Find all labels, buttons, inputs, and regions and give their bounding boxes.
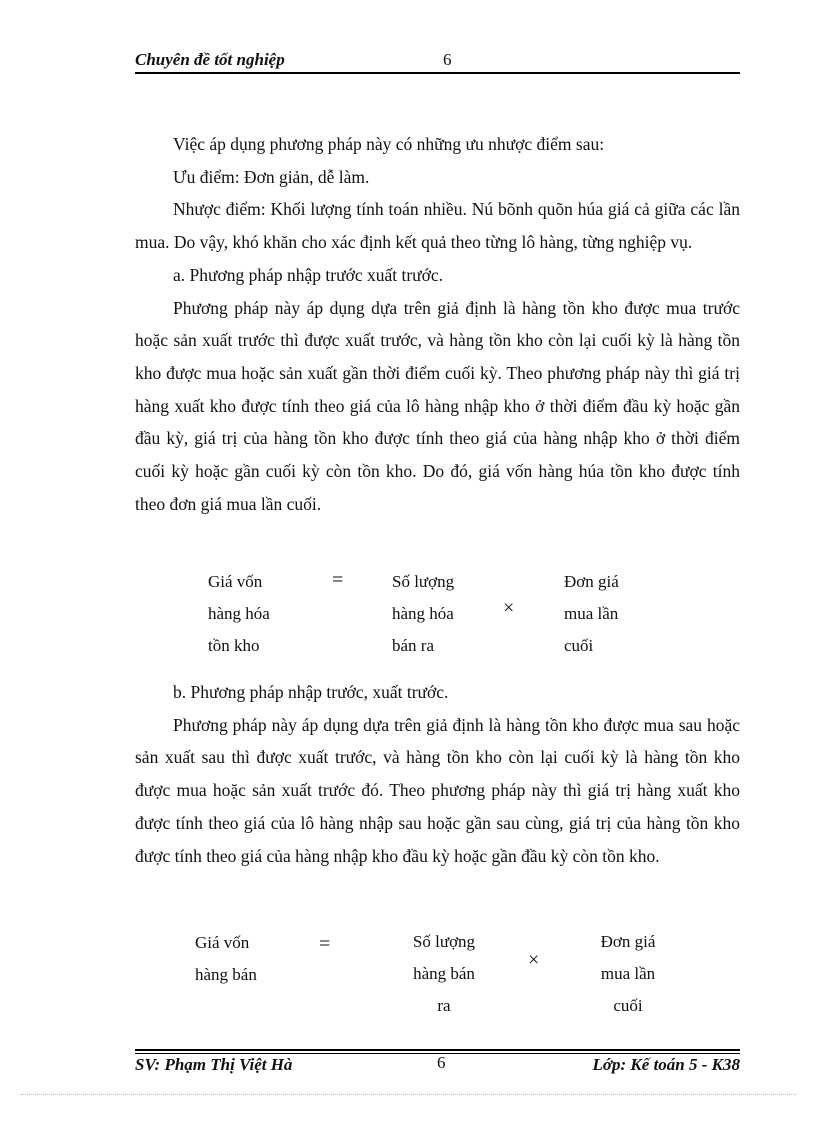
- formula-left-term: Giá vốn hàng hóa tồn kho: [208, 572, 270, 655]
- formula-left-term: Giá vốn hàng bán: [195, 933, 257, 984]
- student-name: SV: Phạm Thị Việt Hà: [135, 1055, 293, 1074]
- document-title: Chuyên đề tốt nghiệp: [135, 50, 285, 69]
- body-text: [135, 128, 740, 520]
- section-heading-a: a. Phương pháp nhập trước xuất trước.: [173, 264, 444, 285]
- page-bottom-border: [20, 1094, 796, 1095]
- class-name: Lớp: Kế toán 5 - K38: [592, 1055, 740, 1074]
- page-header: [135, 48, 740, 74]
- section-heading-b: b. Phương pháp nhập trước, xuất trước.: [173, 682, 449, 702]
- formula-right-term: Đơn giá mua lần cuối: [600, 932, 656, 1015]
- paragraph: Phương pháp này áp dụng dựa trên giả định là hàng tồn kho được mua sau hoặc sản xuất sau thì được xuất trước, và hàng tồn kho còn lại cuối kỳ là hàng tồn kho được mua hoặc sản xuất trước đó. Theo phương pháp này thì giá trị hàng xuất kho được tính theo giá của lô hàng nhập sau hoặc gần sau cùng, giá trị của hàng tồn kho được tính theo giá của hàng nhập kho đầu kỳ hoặc gần đầu kỳ còn tồn kho.: [135, 714, 740, 866]
- paragraph: Phương pháp này áp dụng dựa trên giả định là hàng tồn kho được mua trước hoặc sản xuất trước thì được xuất trước, và hàng tồn kho còn lại cuối kỳ là hàng tồn kho được mua hoặc sản xuất gần thời điểm cuối kỳ. Theo phương pháp này thì giá trị hàng xuất kho được tính theo giá của lô hàng nhập kho ở thời điểm đầu kỳ hoặc gần đầu kỳ, giá trị của hàng tồn kho được tính theo giá của hàng nhập kho ở thời điểm cuối kỳ hoặc gần cuối kỳ còn tồn kho. Do đó, giá vốn hàng húa tồn kho được tính theo đơn giá mua lần cuối.: [135, 297, 740, 514]
- formula-middle-term: Số lượng hàng hóa bán ra: [392, 572, 455, 655]
- footer-rule: [135, 1049, 740, 1051]
- paragraph: Việc áp dụng phương pháp này có những ưu nhược điểm sau:: [173, 134, 605, 154]
- formula-right-term: Đơn giá mua lần cuối: [564, 572, 619, 655]
- body-text-2: [135, 676, 740, 872]
- equals-sign: =: [319, 933, 331, 955]
- multiply-sign: ×: [503, 597, 515, 619]
- multiply-sign: ×: [528, 949, 540, 971]
- paragraph: Ưu điểm: Đơn giản, dễ làm.: [173, 166, 370, 187]
- paragraph: Nhược điểm: Khối lượng tính toán nhiều. Nú bõnh quõn húa giá cả giữa các lần mua. Do vậy, khó khăn cho xác định kết quả theo từng lô hàng, từng nghiệp vụ.: [135, 199, 740, 253]
- footer-page-number: 6: [437, 1053, 446, 1072]
- equals-sign: =: [332, 569, 344, 591]
- formula-lifo: [0, 926, 816, 1026]
- formula-middle-term: Số lượng hàng bán ra: [412, 932, 476, 1015]
- header-page-number: 6: [443, 50, 452, 69]
- formula-fifo: [0, 566, 816, 666]
